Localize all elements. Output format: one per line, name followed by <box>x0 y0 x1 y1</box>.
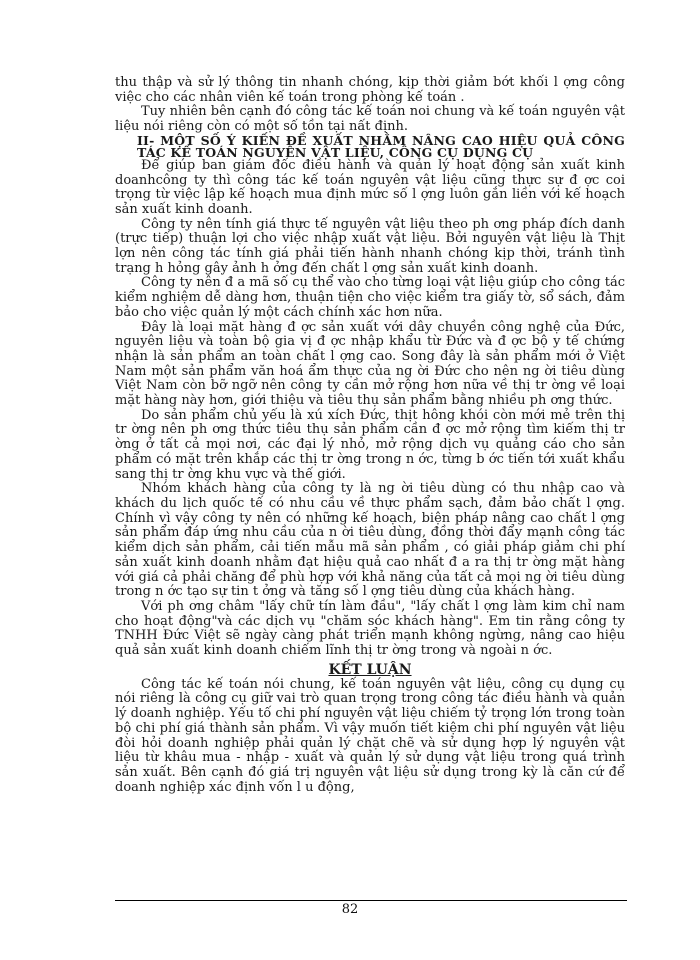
footer-divider <box>115 900 627 901</box>
paragraph-3: Công ty nên đ a mã số cụ thể vào cho từng loại vật liệu giúp cho công tác kiểm nghiệm dễ dàng hơn, thuận tiện cho việc kiểm tra giấy tờ, sổ sách, đảm bảo cho việc quản lý một cách chính xác hơn nữa. <box>115 275 625 320</box>
paragraph-5: Do sản phẩm chủ yếu là xú xích Đức, thịt hông khói còn mới mẻ trên thị tr ờng nên ph ơng thức tiêu thụ sản phẩm cần đ ợc mở rộng tìm kiếm thị tr ờng ở tất cả mọi nơi, các đại lý nhỏ, mở rộng dịch vụ quảng cáo cho sản phẩm có mặt trên khắp các thị tr ờng trong n ớc, từng b ớc tiến tới xuất khẩu sang thị tr ờng khu vực và thế giới. <box>115 407 625 482</box>
paragraph-6: Nhóm khách hàng của công ty là ng ời tiêu dùng có thu nhập cao và khách du lịch quốc tế có nhu cầu về thực phẩm sạch, đảm bảo chất l ợng. Chính vì vậy công ty nên có những kế hoạch, biện pháp nâng cao chất l ợng sản phẩm đáp ứng nhu cầu của n ời tiêu dùng, đồng thời đẩy mạnh công tác kiểm dịch sản phẩm, cải tiến mẫu mã sản phẩm , có giải pháp giảm chi phí sản xuất kinh doanh nhằm đạt hiệu quả cao nhất đ a ra thị tr ờng mặt hàng với giá cả phải chăng để phù hợp với khả năng của tất cả mọi ng ời tiêu dùng trong n ớc tạo sự tin t ởng và tăng số l ợng tiêu dùng của khách hàng. <box>115 481 625 600</box>
document-page <box>115 76 625 795</box>
paragraph-limitations: Tuy nhiên bên cạnh đó công tác kế toán noi chung và kế toán nguyên vật liệu nói riêng còn có một số tồn tại nất định. <box>115 104 625 135</box>
paragraph-7: Với ph ơng châm "lấy chữ tín làm đầu", "lấy chất l ợng làm kim chỉ nam cho hoạt động"và các dịch vụ "chăm sóc khách hàng". Em tin rằng công ty TNHH Đức Việt sẽ ngày càng phát triển mạnh không ngừng, nâng cao hiệu quả sản xuất kinh doanh chiếm lĩnh thị tr ờng trong và ngoài n ớc. <box>115 598 625 659</box>
paragraph-4: Đây là loại mặt hàng đ ợc sản xuất với dây chuyền công nghệ của Đức, nguyên liệu và toàn bộ gia vị đ ợc nhập khẩu từ Đức và đ ợc bộ y tế chứng nhận là sản phẩm an toàn chất l ợng cao. Song đây là sản phẩm mới ở Việt Nam một sản phẩm văn hoá ẩm thực của ng ời Đức cho nên ng ời tiêu dùng Việt Nam còn bỡ ngỡ nên công ty cần mở rộng hơn nữa về thị tr ờng về loại mặt hàng này hơn, giới thiệu và tiêu thụ sản phẩm bằng nhiều ph ơng thức. <box>115 319 625 409</box>
conclusion-heading: KẾT LUẬN <box>328 661 412 678</box>
section-heading: II- MỘT SỐ Ý KIẾN ĐỀ XUẤT NHẰM NÂNG CAO HIỆU QUẢ CÔNG TÁC KẾ TOÁN NGUYÊN VẬT LIỆU, CÔNG CỤ DỤNG CỤ <box>137 132 625 160</box>
paragraph-2: Công ty nên tính giá thực tế nguyên vật liệu theo ph ơng pháp đích danh (trực tiếp) thuận lợi cho việc nhập xuất vật liệu. Bởi nguyên vật liệu là Thịt lợn nên công tác tính giá phải tiến hành nhanh chóng kịp thời, tránh tình trạng h hỏng gây ảnh h ởng đến chất l ợng sản xuất kinh doanh. <box>115 216 625 276</box>
paragraph-continuation: thu thập và sử lý thông tin nhanh chóng, kịp thời giảm bớt khối l ợng công việc cho các nhân viên kế toán trong phòng kế toán . <box>115 75 625 105</box>
paragraph-1: Để giúp ban giám đốc điều hành và quản lý hoạt động sản xuất kinh doanhcông ty thì công tác kế toán nguyên vật liệu cũng thực sự đ ợc coi trọng từ việc lập kế hoạch mua định mức số l ợng luôn gắn liền với kế hoạch sản xuất kinh doanh. <box>115 157 625 217</box>
conclusion-paragraph: Công tác kế toán nói chung, kế toán nguyên vật liệu, công cụ dụng cụ nói riêng là công cụ giữ vai trò quan trọng trong công tác điều hành và quản lý doanh nghiệp. Yếu tố chi phí nguyên vật liệu chiếm tỷ trọng lớn trong toàn bộ chi phí giá thành sản phẩm. Vì vậy muốn tiết kiệm chi phí nguyên vật liệu đòi hỏi doanh nghiệp phải quản lý chặt chẽ và sử dụng hợp lý nguyên vật liệu từ khâu mua - nhập - xuất và quản lý sử dụng vật liệu trong quá trình sản xuất. Bên cạnh đó giá trị nguyên vật liệu sử dụng trong kỳ là căn cứ để doanh nghiệp xác định vốn l u động, <box>115 676 625 795</box>
page-number: 82 <box>341 902 359 917</box>
